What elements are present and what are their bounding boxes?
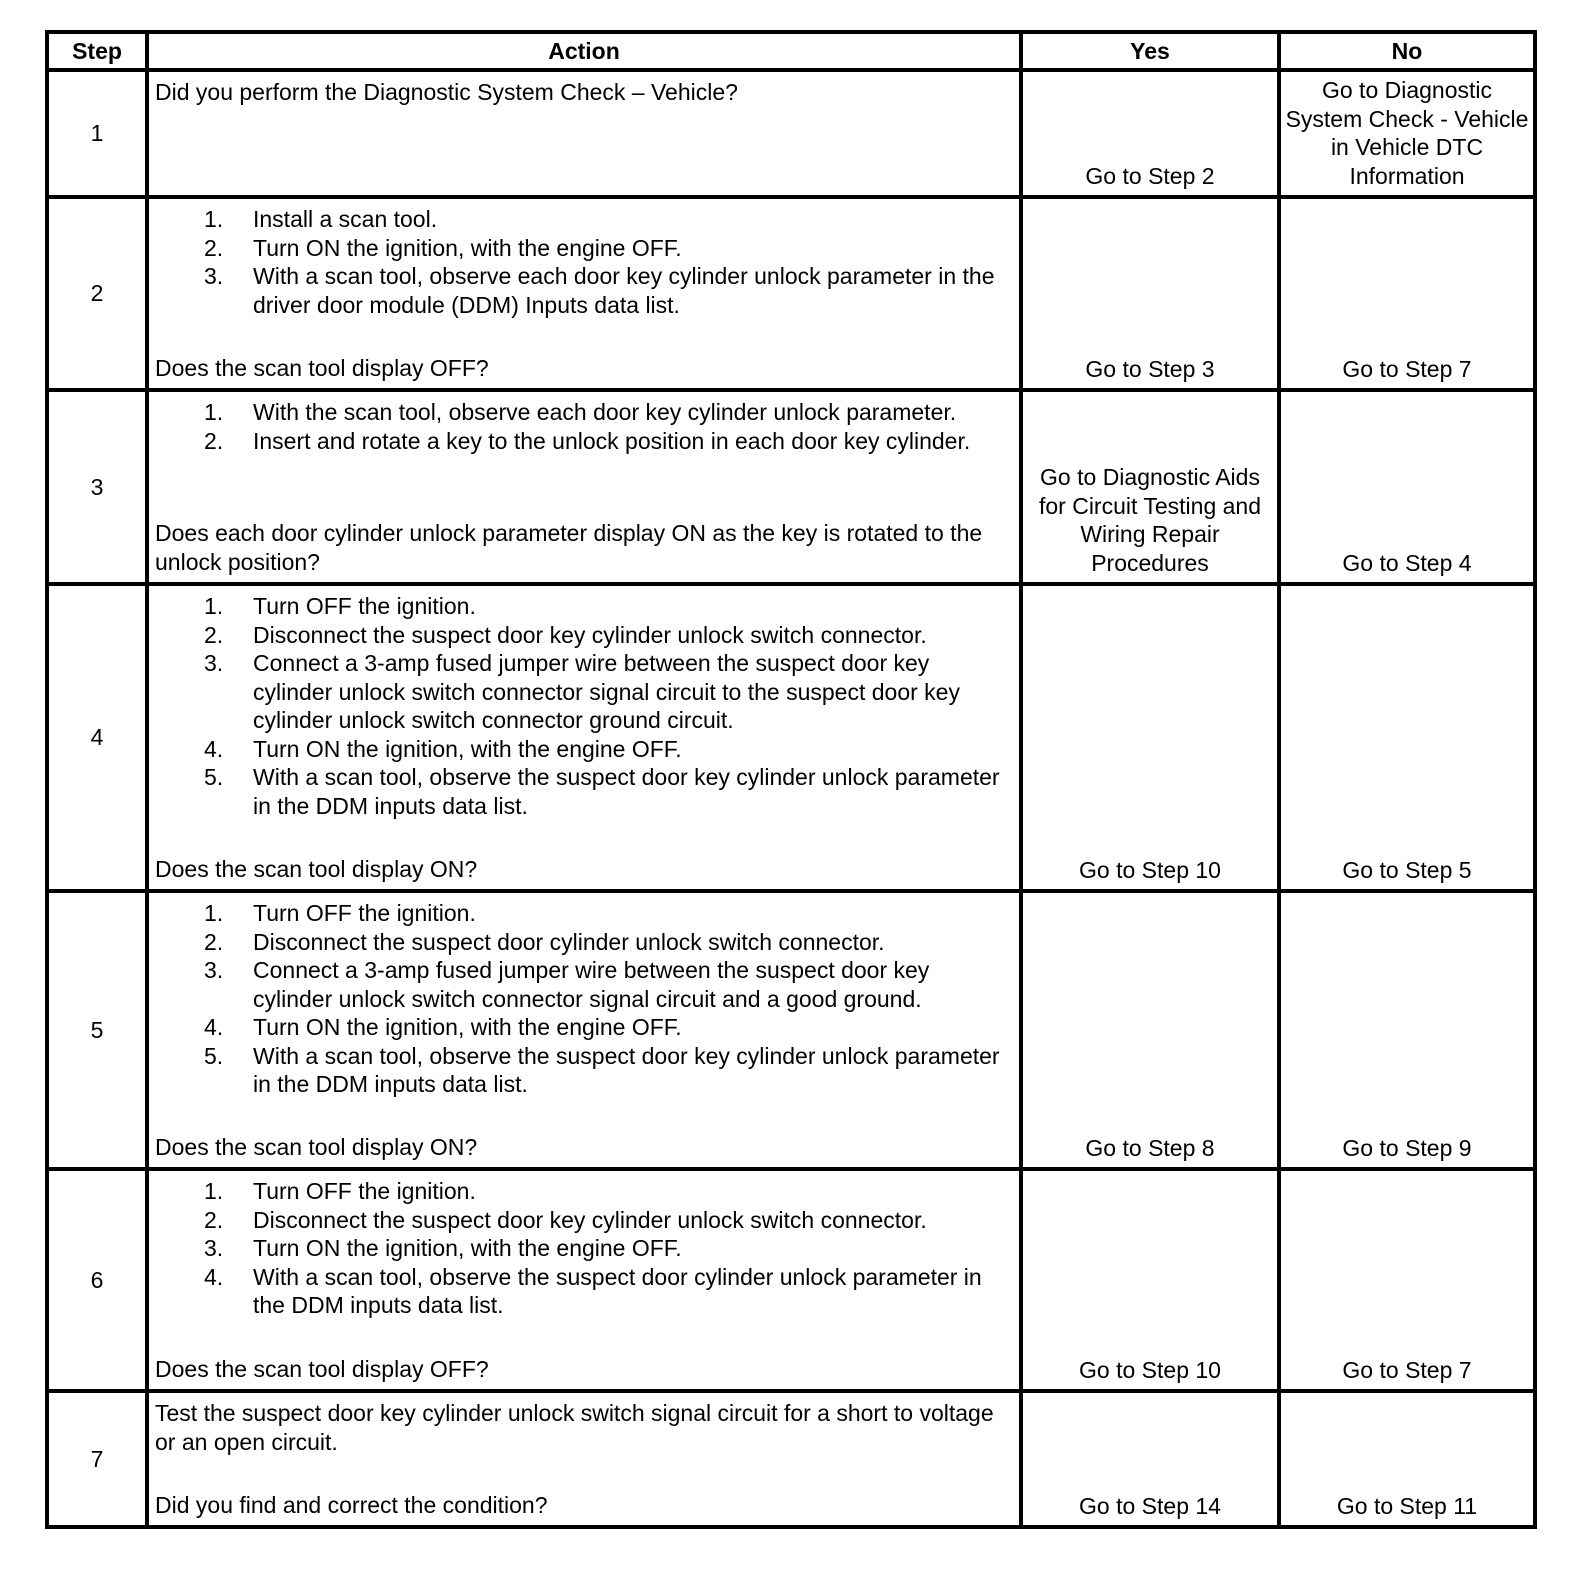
no-result: Go to Step 4 — [1279, 390, 1535, 584]
yes-result: Go to Step 10 — [1021, 584, 1279, 891]
list-item: 2. Turn ON the ignition, with the engine OFF. — [204, 234, 682, 261]
table-row — [47, 1391, 1535, 1527]
table-row — [47, 197, 1535, 390]
header-action: Action — [147, 32, 1021, 70]
action-cell — [147, 1391, 1021, 1527]
list-item: 2. Disconnect the suspect door key cylinder unlock switch connector. — [204, 621, 927, 648]
step-number: 7 — [47, 1391, 147, 1527]
list-item: 3. With a scan tool, observe each door key cylinder unlock parameter in the driver door module (DDM) Inputs data list. — [204, 263, 995, 318]
list-item: 3. Turn ON the ignition, with the engine OFF. — [204, 1235, 682, 1261]
list-item: 1. Turn OFF the ignition. — [204, 1178, 476, 1204]
no-result: Go to Step 11 — [1279, 1391, 1535, 1527]
diagnostic-table — [45, 30, 1537, 1529]
no-result: Go to Step 5 — [1279, 584, 1535, 891]
list-item: 1. Install a scan tool. — [204, 206, 438, 232]
header-step: Step — [47, 32, 147, 70]
list-item: 4. With a scan tool, observe the suspect door cylinder unlock parameter in the DDM inputs data list. — [204, 1263, 982, 1318]
yes-result: Go to Diagnostic Aids for Circuit Testing and Wiring Repair Procedures — [1021, 390, 1279, 584]
step-list — [155, 899, 1013, 1099]
yes-result: Go to Step 8 — [1021, 891, 1279, 1169]
action-cell — [147, 70, 1021, 197]
list-item: 3. Connect a 3-amp fused jumper wire between the suspect door key cylinder unlock switch connector signal circuit and a good ground. — [204, 957, 930, 1012]
list-item: 2. Disconnect the suspect door key cylinder unlock switch connector. — [204, 1206, 927, 1233]
step-list — [155, 205, 1013, 319]
list-item: 5. With a scan tool, observe the suspect door key cylinder unlock parameter in the DDM inputs data list. — [204, 1042, 1000, 1097]
list-item: 1. With the scan tool, observe each door key cylinder unlock parameter. — [204, 399, 957, 425]
table-row — [47, 70, 1535, 197]
step-number: 3 — [47, 390, 147, 584]
question-text: Does each door cylinder unlock parameter display ON as the key is rotated to the unlock position? — [155, 520, 983, 575]
no-result: Go to Diagnostic System Check - Vehicle in Vehicle DTC Information — [1279, 70, 1535, 197]
list-item: 1. Turn OFF the ignition. — [204, 900, 476, 926]
yes-result: Go to Step 10 — [1021, 1169, 1279, 1391]
action-cell — [147, 1169, 1021, 1391]
question-text: Did you perform the Diagnostic System Check – Vehicle? — [155, 79, 738, 105]
header-yes: Yes — [1021, 32, 1279, 70]
list-item: 2. Disconnect the suspect door cylinder unlock switch connector. — [204, 928, 885, 955]
yes-result: Go to Step 14 — [1021, 1391, 1279, 1527]
step-list — [155, 592, 1013, 820]
list-item: 5. With a scan tool, observe the suspect door key cylinder unlock parameter in the DDM inputs data list. — [204, 764, 1000, 819]
table-row — [47, 1169, 1535, 1391]
step-number: 1 — [47, 70, 147, 197]
step-list — [155, 1177, 1013, 1320]
table-row — [47, 390, 1535, 584]
header-no: No — [1279, 32, 1535, 70]
header-row — [47, 32, 1535, 70]
lead-text: Test the suspect door key cylinder unlock switch signal circuit for a short to voltage or an open circuit. — [155, 1400, 994, 1455]
table-row — [47, 891, 1535, 1169]
action-cell — [147, 197, 1021, 390]
no-result: Go to Step 7 — [1279, 1169, 1535, 1391]
question-text: Does the scan tool display ON? — [155, 1133, 478, 1160]
question-text: Did you find and correct the condition? — [155, 1491, 548, 1518]
question-text: Does the scan tool display OFF? — [155, 1355, 489, 1382]
step-number: 6 — [47, 1169, 147, 1391]
yes-result: Go to Step 3 — [1021, 197, 1279, 390]
list-item: 4. Turn ON the ignition, with the engine OFF. — [204, 735, 682, 762]
action-cell — [147, 390, 1021, 584]
list-item: 2. Insert and rotate a key to the unlock position in each door key cylinder. — [204, 427, 971, 454]
table-row — [47, 584, 1535, 891]
step-list — [155, 398, 1013, 455]
list-item: 3. Connect a 3-amp fused jumper wire between the suspect door key cylinder unlock switch connector signal circuit to the suspect door key cylinder unlock switch connector ground circuit. — [204, 650, 960, 733]
step-number: 5 — [47, 891, 147, 1169]
action-cell — [147, 891, 1021, 1169]
action-cell — [147, 584, 1021, 891]
list-item: 1. Turn OFF the ignition. — [204, 593, 476, 619]
question-text: Does the scan tool display ON? — [155, 855, 478, 882]
list-item: 4. Turn ON the ignition, with the engine OFF. — [204, 1014, 682, 1040]
no-result: Go to Step 7 — [1279, 197, 1535, 390]
question-text: Does the scan tool display OFF? — [155, 354, 489, 381]
no-result: Go to Step 9 — [1279, 891, 1535, 1169]
step-number: 4 — [47, 584, 147, 891]
yes-result: Go to Step 2 — [1021, 70, 1279, 197]
step-number: 2 — [47, 197, 147, 390]
